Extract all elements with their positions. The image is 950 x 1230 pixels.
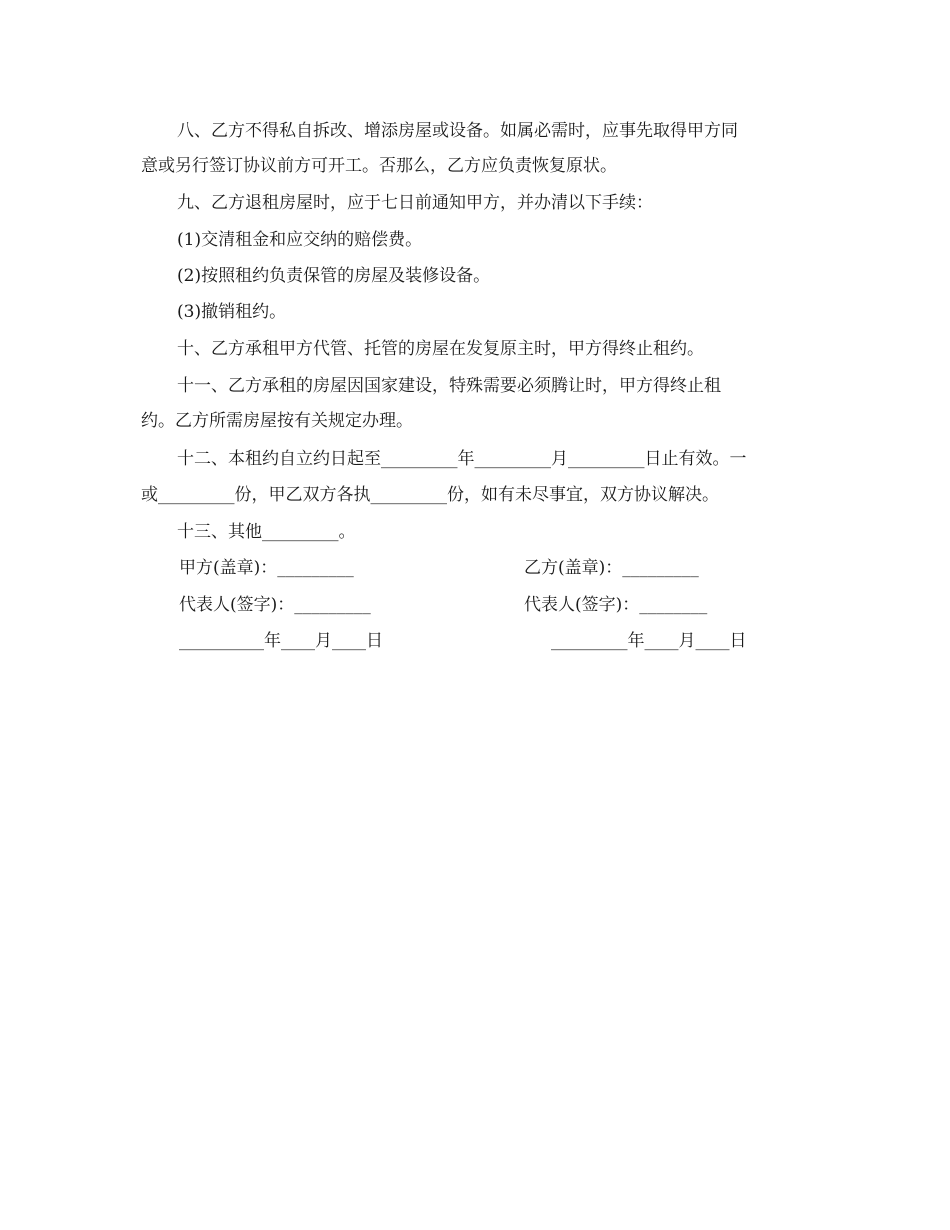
clause-8-line-2: 意或另行签订协议前方可开工。否那么，乙方应负责恢复原状。 xyxy=(141,156,617,176)
party-b-representative: 代表人(签字)：________ xyxy=(524,595,708,615)
clause-10-line-1: 十、乙方承租甲方代管、托管的房屋在发复原主时，甲方得终止租约。 xyxy=(177,339,704,359)
party-a-representative: 代表人(签字)：_________ xyxy=(179,595,371,615)
clause-9-line-1: 九、乙方退租房屋时，应于七日前通知甲方，并办清以下手续： xyxy=(177,193,653,213)
clause-9-item-3: (3)撤销租约。 xyxy=(177,302,287,322)
clause-8-line-1: 八、乙方不得私自拆改、增添房屋或设备。如属必需时，应事先取得甲方同 xyxy=(177,121,738,141)
party-a-seal: 甲方(盖章)：_________ xyxy=(179,558,354,578)
clause-9-item-2: (2)按照租约负责保管的房屋及装修设备。 xyxy=(177,266,491,286)
party-a-date: __________年____月____日 xyxy=(179,631,383,651)
clause-13-line-1: 十三、其他_________。 xyxy=(177,522,356,542)
clause-11-line-2: 约。乙方所需房屋按有关规定办理。 xyxy=(141,411,413,431)
clause-9-item-1: (1)交清租金和应交纳的赔偿费。 xyxy=(177,230,423,250)
party-b-date: _________年____月____日 xyxy=(551,631,747,651)
clause-12-line-2: 或_________份，甲乙双方各执_________份，如有未尽事宜，双方协议解决。 xyxy=(141,485,719,505)
party-b-seal: 乙方(盖章)：_________ xyxy=(524,558,699,578)
clause-12-line-1: 十二、本租约自立约日起至_________年_________月_________日止有效。一 xyxy=(177,449,747,469)
clause-11-line-1: 十一、乙方承租的房屋因国家建设，特殊需要必须腾让时，甲方得终止租 xyxy=(177,376,721,396)
